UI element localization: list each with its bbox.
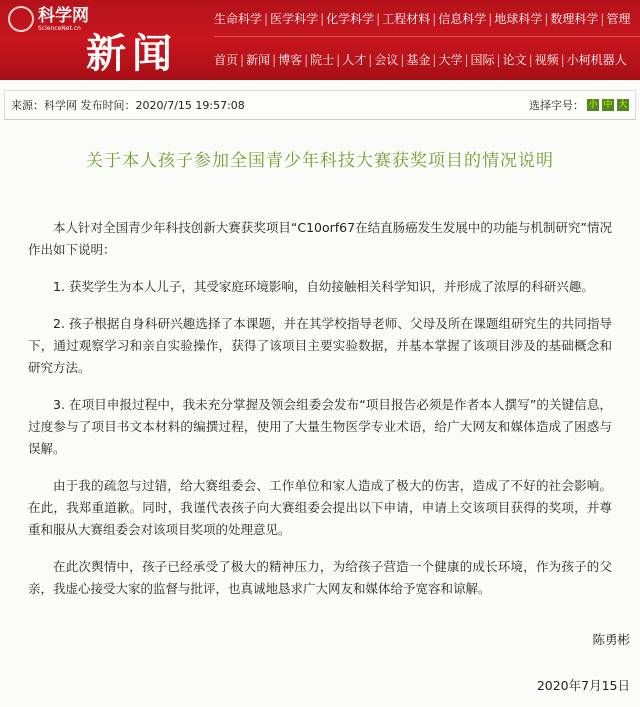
logo[interactable] — [8, 6, 89, 32]
nav-link[interactable]: 博客 — [278, 53, 303, 67]
nav-link[interactable]: 新闻 — [246, 53, 271, 67]
nav-separator: | — [496, 53, 501, 67]
nav-link[interactable]: 国际 — [470, 53, 495, 67]
nav-separator: | — [432, 53, 437, 67]
article-body — [0, 217, 640, 600]
nav-separator: | — [560, 53, 565, 67]
nav-separator: | — [432, 12, 437, 26]
font-size-label: 选择字号： — [529, 99, 584, 112]
logo-subtext: ScienceNet.cn — [38, 24, 81, 32]
source-and-time: 来源：科学网 发布时间：2020/7/15 19:57:08 — [11, 99, 245, 112]
nav-separator: | — [272, 53, 277, 67]
nav-separator: | — [304, 53, 309, 67]
article-title: 关于本人孩子参加全国青少年科技大赛获奖项目的情况说明 — [86, 151, 554, 171]
article-info-bar — [4, 90, 636, 120]
paragraph: 3. 在项目申报过程中，我未充分掌握及领会组委会发布“项目报告必须是作者本人撰写”的关键信息，过度参与了项目书文本材料的编撰过程，使用了大量生物医学专业术语，给广大网友和媒体造成了困惑与误解。 — [28, 397, 612, 456]
nav-link[interactable]: 信息科学 — [438, 12, 487, 26]
font-size-selector — [529, 97, 629, 113]
nav-link[interactable]: 地球科学 — [494, 12, 543, 26]
nav-separator: | — [240, 53, 245, 67]
nav-link[interactable]: 工程材料 — [382, 12, 431, 26]
nav-separator: | — [336, 53, 341, 67]
nav-link[interactable]: 视频 — [534, 53, 559, 67]
paragraph: 本人针对全国青少年科技创新大赛获奖项目“C10orf67在结直肠癌发生发展中的功能与机制研究”情况作出如下说明： — [28, 220, 612, 257]
nav-link[interactable]: 小柯机器人 — [566, 53, 627, 67]
nav-separator: | — [400, 53, 405, 67]
nav-separator: | — [464, 53, 469, 67]
channel-title: 新闻 — [86, 31, 178, 77]
paragraph: 2. 孩子根据自身科研兴趣选择了本课题，并在其学校指导老师、父母及所在课题组研究生的共同指导下，通过观察学习和亲自实验操作，获得了该项目主要实验数据，并基本掌握了该项目涉及的基础概念和研究方法。 — [28, 316, 612, 375]
nav-link[interactable]: 数理科学 — [550, 12, 599, 26]
nav-link[interactable]: 大学 — [438, 53, 463, 67]
paragraph: 1. 获奖学生为本人儿子，其受家庭环境影响，自幼接触相关科学知识，并形成了浓厚的科研兴趣。 — [53, 279, 594, 294]
nav-top — [214, 10, 630, 27]
nav-link[interactable]: 会议 — [374, 53, 399, 67]
nav-link[interactable]: 管理 — [606, 12, 631, 26]
nav-separator: | — [368, 53, 373, 67]
nav-divider — [214, 36, 640, 37]
paragraph: 由于我的疏忽与过错，给大赛组委会、工作单位和家人造成了极大的伤害，造成了不好的社会影响。在此，我郑重道歉。同时，我谨代表孩子向大赛组委会提出以下申请，申请上交该项目获得的奖项，并尊重和服从大赛组委会对该项目奖项的处理意见。 — [28, 478, 612, 537]
font-size-medium-button[interactable]: 中 — [603, 100, 613, 110]
paragraph: 在此次舆情中，孩子已经承受了极大的精神压力，为给孩子营造一个健康的成长环境，作为孩子的父亲，我虚心接受大家的监督与批评，也真诚地恳求广大网友和媒体给予宽容和谅解。 — [28, 559, 612, 596]
nav-separator: | — [264, 12, 269, 26]
font-size-small-button[interactable]: 小 — [588, 100, 598, 110]
nav-link[interactable]: 首页 — [214, 53, 239, 67]
nav-link[interactable]: 人才 — [342, 53, 367, 67]
nav-separator: | — [376, 12, 381, 26]
logo-text: 科学网 — [38, 5, 89, 26]
signature-date: 2020年7月15日 — [536, 678, 630, 693]
nav-separator: | — [488, 12, 493, 26]
nav-separator: | — [600, 12, 605, 26]
nav-link[interactable]: 院士 — [310, 53, 335, 67]
nav-link[interactable]: 化学科学 — [326, 12, 375, 26]
site-header — [0, 0, 640, 80]
nav-link[interactable]: 基金 — [406, 53, 431, 67]
nav-bottom — [214, 51, 627, 68]
nav-link[interactable]: 生命科学 — [214, 12, 263, 26]
nav-separator: | — [320, 12, 325, 26]
logo-mark-icon — [3, 1, 40, 38]
nav-link[interactable]: 论文 — [502, 53, 527, 67]
author-signature: 陈勇彬 — [592, 632, 630, 647]
font-size-large-button[interactable]: 大 — [618, 100, 628, 110]
nav-separator: | — [544, 12, 549, 26]
nav-link[interactable]: 医学科学 — [270, 12, 319, 26]
nav-separator: | — [528, 53, 533, 67]
